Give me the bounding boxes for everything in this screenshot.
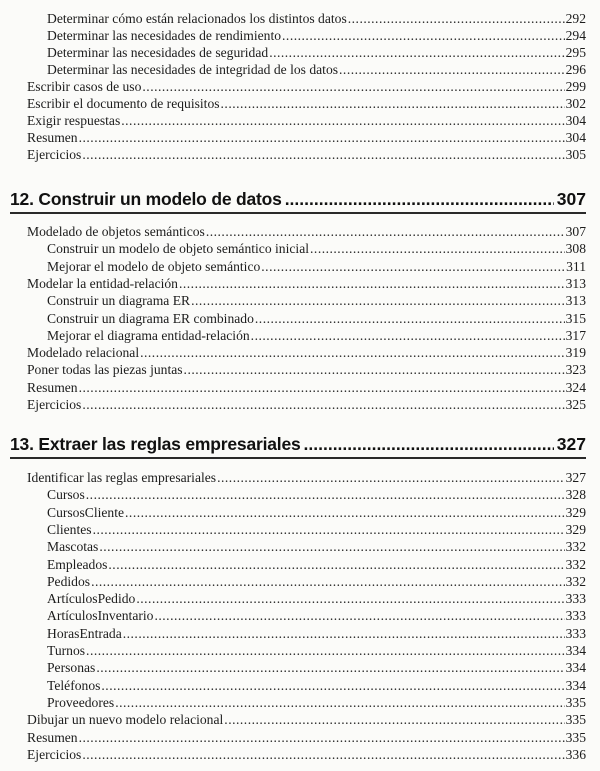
dot-leader (115, 694, 564, 711)
toc-entry (47, 607, 586, 624)
toc-entry-page: 335 (565, 729, 586, 745)
toc-entry-page: 335 (565, 712, 586, 728)
toc-entry-title: ArtículosInventario (47, 608, 154, 624)
toc-entry (27, 344, 586, 361)
chapter-title: 13. Extraer las reglas empresariales (10, 434, 301, 454)
toc-entry (27, 275, 586, 292)
toc-entry (47, 327, 586, 344)
dot-leader (101, 677, 564, 694)
toc-entry-page: 315 (565, 310, 586, 326)
toc-entry (47, 590, 586, 607)
toc-entry-page: 325 (565, 397, 586, 412)
toc-entry (47, 677, 586, 694)
toc-entry (47, 44, 586, 61)
toc-entry-page: 323 (565, 362, 586, 378)
toc-entry-page: 332 (565, 556, 586, 572)
dot-leader (96, 659, 564, 676)
toc-entry (47, 538, 586, 555)
toc-entry-title: Identificar las reglas empresariales (27, 470, 217, 485)
toc-entry-title: Ejercicios (27, 746, 82, 762)
toc-entry-title: CursosCliente (47, 504, 125, 520)
toc-entry-page: 329 (565, 504, 586, 520)
toc-entry (27, 129, 586, 146)
dot-leader (125, 504, 565, 521)
toc-entry-page: 313 (565, 293, 586, 309)
dot-leader (91, 573, 565, 590)
dot-leader (86, 642, 565, 659)
chapter-title: 12. Construir un modelo de datos (10, 189, 282, 209)
toc-entry-page: 302 (565, 96, 586, 111)
toc-entry-page: 305 (565, 147, 586, 162)
toc-entry-page: 313 (565, 275, 586, 291)
toc-entry-page: 328 (565, 487, 586, 503)
toc-entry-title: Exigir respuestas (27, 113, 121, 128)
toc-entry-title: Determinar las necesidades de seguridad (47, 45, 269, 60)
toc-entry (27, 746, 586, 763)
toc-entry (27, 729, 586, 746)
toc-entry (47, 292, 586, 309)
dot-leader (79, 129, 565, 146)
toc-entry-page: 304 (565, 113, 586, 128)
dot-leader (99, 538, 564, 555)
dot-leader (136, 590, 564, 607)
dot-leader (93, 521, 565, 538)
dot-leader (86, 486, 565, 503)
toc-entry-title: Proveedores (47, 694, 115, 710)
toc-entry-page: 333 (565, 625, 586, 641)
dot-leader (255, 310, 565, 327)
dot-leader (79, 729, 565, 746)
dot-leader (184, 361, 565, 378)
dot-leader (224, 711, 564, 728)
toc-entry-title: Cursos (47, 487, 85, 503)
toc-entry-title: Escribir el documento de requisitos (27, 96, 220, 111)
toc-entry-page: 333 (565, 608, 586, 624)
toc-entry (47, 258, 586, 275)
toc-entry-title: Resumen (27, 379, 78, 395)
toc-entry-page: 308 (565, 241, 586, 257)
dot-leader (179, 275, 565, 292)
toc-entry-page: 295 (565, 45, 586, 60)
toc-entry-title: Escribir casos de uso (27, 79, 142, 94)
dot-leader (121, 112, 564, 129)
dot-leader (82, 146, 564, 163)
toc-entry-page: 307 (565, 224, 586, 239)
dot-leader (217, 469, 565, 486)
toc-entry-title: Construir un diagrama ER (47, 293, 191, 309)
dot-leader (261, 258, 565, 275)
toc-entry (27, 78, 586, 95)
chapter-12-rule (10, 212, 586, 214)
dot-leader (339, 61, 565, 78)
toc-entry (27, 95, 586, 112)
chapter-page-number: 307 (556, 189, 586, 209)
toc-entry-page: 294 (565, 28, 586, 43)
toc-entry (27, 223, 586, 240)
toc-entry (47, 573, 586, 590)
toc-entry (27, 396, 586, 413)
toc-entry-page: 319 (565, 345, 586, 361)
toc-entry (47, 694, 586, 711)
toc-entry-title: Resumen (27, 729, 78, 745)
toc-entry (47, 310, 586, 327)
toc-entry (47, 240, 586, 257)
toc-entry-page: 329 (565, 521, 586, 537)
toc-entry-title: Mascotas (47, 539, 99, 555)
toc-entry-title: Clientes (47, 521, 92, 537)
toc-entry (47, 504, 586, 521)
dot-leader (108, 556, 564, 573)
toc-entry-title: Personas (47, 660, 96, 676)
toc-entry-title: ArtículosPedido (47, 591, 136, 607)
dot-leader (82, 396, 564, 413)
toc-entry-page: 324 (565, 379, 586, 395)
chapter-13-heading (10, 431, 586, 455)
toc-entry-title: Determinar cómo están relacionados los distintos datos (47, 11, 347, 26)
toc-entry-page: 317 (565, 327, 586, 343)
toc-entry (47, 486, 586, 503)
toc-entry-title: Resumen (27, 130, 78, 145)
toc-entry-page: 332 (565, 573, 586, 589)
toc-entry (47, 521, 586, 538)
toc-entry-title: HorasEntrada (47, 625, 122, 641)
toc-entry (47, 556, 586, 573)
toc-entry (47, 659, 586, 676)
toc-entry-page: 304 (565, 130, 586, 145)
toc-entry-title: Determinar las necesidades de rendimiento (47, 28, 282, 43)
toc-entry (27, 361, 586, 378)
toc-entry-page: 336 (565, 746, 586, 762)
toc-entry-title: Modelado de objetos semánticos (27, 224, 205, 239)
toc-entry-page: 327 (565, 470, 586, 485)
toc-entry-title: Modelado relacional (27, 345, 140, 361)
toc-entry-page: 334 (565, 677, 586, 693)
dot-leader (123, 625, 565, 642)
toc-entry-title: Empleados (47, 556, 108, 572)
dot-leader (282, 27, 565, 44)
toc-entry-title: Construir un modelo de objeto semántico inicial (47, 241, 310, 257)
chapter-page-number: 327 (556, 434, 586, 454)
toc-entry-title: Ejercicios (27, 397, 82, 412)
toc-entry-title: Dibujar un nuevo modelo relacional (27, 712, 224, 728)
dot-leader (191, 292, 565, 309)
toc-entry (27, 112, 586, 129)
toc-entry (47, 61, 586, 78)
dot-leader (285, 188, 554, 210)
toc-entry-page: 296 (565, 62, 586, 77)
toc-entry (27, 146, 586, 163)
dot-leader (304, 433, 554, 455)
dot-leader (269, 44, 564, 61)
dot-leader (82, 746, 564, 763)
toc-entry-title: Mejorar el modelo de objeto semántico (47, 258, 261, 274)
toc-entry-title: Determinar las necesidades de integridad de los datos (47, 62, 339, 77)
toc-entry-title: Teléfonos (47, 677, 101, 693)
toc-entry-page: 334 (565, 660, 586, 676)
toc-entry-page: 335 (565, 694, 586, 710)
chapter-12-heading (10, 186, 586, 210)
dot-leader (154, 607, 564, 624)
toc-entry-title: Ejercicios (27, 147, 82, 162)
toc-entry (47, 625, 586, 642)
toc-entry-title: Poner todas las piezas juntas (27, 362, 183, 378)
dot-leader (221, 95, 565, 112)
toc-entry-page: 333 (565, 591, 586, 607)
dot-leader (206, 223, 565, 240)
toc-entry (47, 27, 586, 44)
toc-entry (47, 10, 586, 27)
dot-leader (348, 10, 565, 27)
toc-entry (27, 711, 586, 728)
toc-entry-page: 311 (566, 258, 586, 274)
toc-entry-title: Modelar la entidad-relación (27, 275, 178, 291)
dot-leader (140, 344, 565, 361)
toc-entry-page: 332 (565, 539, 586, 555)
toc-entry-title: Construir un diagrama ER combinado (47, 310, 254, 326)
toc-entry-title: Pedidos (47, 573, 91, 589)
toc-entry (47, 642, 586, 659)
dot-leader (310, 240, 565, 257)
chapter-13-rule (10, 457, 586, 459)
toc-entry-title: Mejorar el diagrama entidad-relación (47, 327, 250, 343)
toc-entry-page: 334 (565, 643, 586, 658)
dot-leader (251, 327, 565, 344)
dot-leader (79, 379, 565, 396)
toc-entry (27, 379, 586, 396)
toc-entry (27, 469, 586, 486)
toc-entry-title: Turnos (47, 643, 86, 658)
dot-leader (142, 78, 564, 95)
toc-entry-page: 299 (565, 79, 586, 94)
toc-entry-page: 292 (565, 11, 586, 26)
